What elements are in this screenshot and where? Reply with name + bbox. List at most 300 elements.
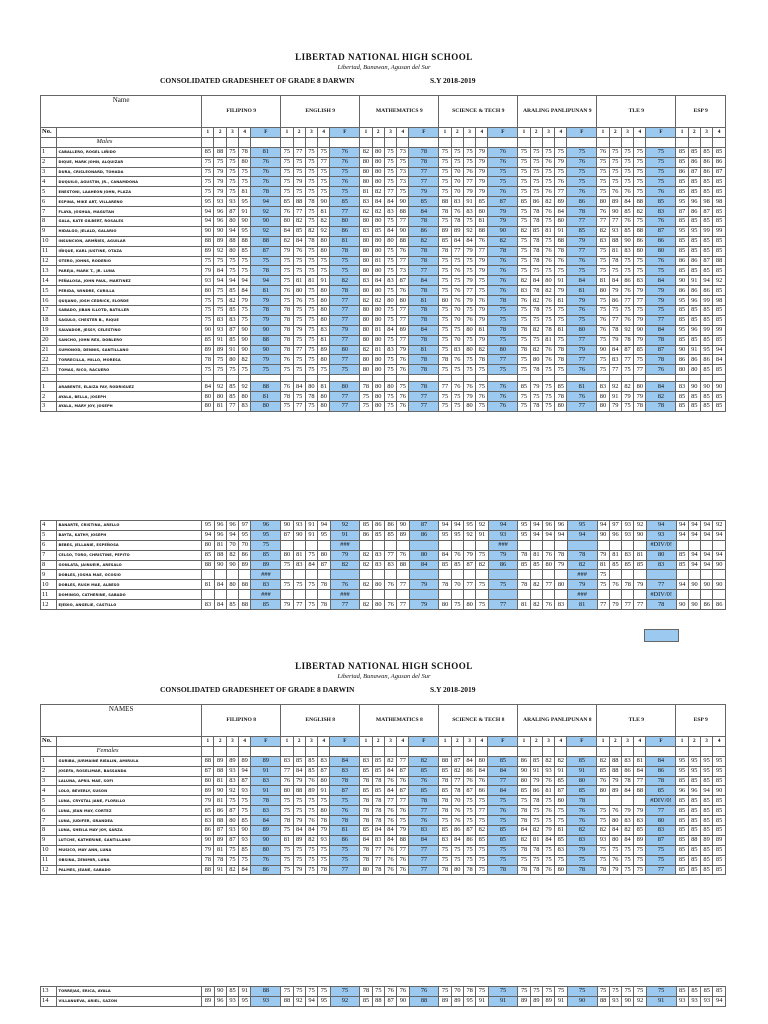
grade-cell: 77 — [597, 600, 609, 610]
grade-cell: 80 — [646, 550, 676, 560]
grade-cell: 75 — [439, 177, 451, 187]
grade-cell: 87 — [700, 256, 712, 266]
grade-cell: 75 — [488, 177, 518, 187]
grade-cell: 85 — [700, 187, 712, 197]
grade-cell: 94 — [688, 550, 700, 560]
grade-cell: 96 — [214, 996, 226, 1006]
grade-cell: 92 — [476, 521, 488, 531]
quarter-header: 1 — [439, 128, 451, 138]
student-name: LUNA, CRYSTAL JANE, FLORILLO — [56, 796, 202, 806]
subject-header: FILIPINO 9 — [202, 96, 281, 128]
grade-cell: 84 — [384, 826, 396, 836]
grade-cell: 75 — [360, 392, 372, 402]
grade-cell: 80 — [597, 402, 609, 412]
grade-cell: 76 — [409, 816, 439, 826]
row-number: 14 — [41, 996, 57, 1006]
grade-cell: 76 — [542, 246, 554, 256]
grade-cell: 79 — [634, 335, 646, 345]
grade-cell: 75 — [239, 306, 251, 316]
grade-cell: 88 — [634, 226, 646, 236]
quarter-header: 4 — [555, 128, 567, 138]
quarter-header: 3 — [621, 128, 633, 138]
grade-cell: 94 — [676, 521, 688, 531]
grade-cell: 76 — [567, 392, 597, 402]
table-row — [41, 560, 726, 570]
grade-cell: 78 — [555, 246, 567, 256]
grade-cell: 86 — [476, 786, 488, 796]
grade-cell: 89 — [555, 197, 567, 207]
grade-cell: 88 — [372, 996, 384, 1006]
grade-cell: 80 — [372, 315, 384, 325]
row-number: 4 — [41, 521, 57, 531]
grade-cell — [567, 540, 597, 550]
grade-cell: 94 — [305, 996, 317, 1006]
grade-cell: 85 — [676, 845, 688, 855]
grade-cell: 90 — [397, 197, 409, 207]
student-name: PAREJA, MARK T., JR. LUNA — [56, 266, 202, 276]
grade-cell: 79 — [463, 246, 475, 256]
grade-cell: 85 — [360, 996, 372, 1006]
grade-cell: 85 — [700, 816, 712, 826]
grade-cell: 81 — [542, 786, 554, 796]
grade-cell: 85 — [360, 826, 372, 836]
grade-cell: 77 — [409, 806, 439, 816]
table-row — [41, 207, 726, 217]
grade-cell: 78 — [555, 345, 567, 355]
grade-cell: 85 — [713, 816, 726, 826]
grade-cell: 75 — [567, 315, 597, 325]
grade-cell: 75 — [634, 157, 646, 167]
grade-cell: 75 — [318, 987, 330, 997]
grade-cell: 77 — [293, 600, 305, 610]
grade-cell: 77 — [397, 335, 409, 345]
grade-cell: 82 — [518, 226, 530, 236]
grade-cell: 75 — [488, 855, 518, 865]
grade-cell — [701, 540, 713, 550]
grade-cell: 80 — [202, 776, 214, 786]
grade-cell: 75 — [646, 157, 676, 167]
grade-cell — [676, 590, 688, 600]
student-name: BANARTE, CRISTINA, ARELLO — [56, 521, 202, 531]
grade-cell — [609, 796, 621, 806]
student-name: SAGULO, CHESTER B., RIQUE — [56, 315, 202, 325]
grade-cell: 92 — [463, 226, 475, 236]
grade-cell: 87 — [384, 996, 396, 1006]
grade-cell: 95 — [676, 756, 688, 766]
grade-cell: 75 — [646, 147, 676, 157]
blank-cell — [318, 746, 330, 756]
grade-cell: 75 — [488, 987, 518, 997]
grade-cell: 81 — [555, 826, 567, 836]
grade-cell: 84 — [372, 276, 384, 286]
grade-cell: 90 — [621, 236, 633, 246]
grade-cell: 75 — [330, 167, 360, 177]
grade-cell: 85 — [676, 392, 688, 402]
quarter-header: 2 — [372, 128, 384, 138]
blank-cell — [567, 375, 597, 382]
grade-cell: 82 — [530, 296, 542, 306]
grade-cell — [318, 540, 330, 550]
grade-cell: 77 — [634, 296, 646, 306]
grade-cell: 75 — [384, 177, 396, 187]
grade-cell: 75 — [305, 187, 317, 197]
grade-cell: 75 — [239, 177, 251, 187]
grade-cell: 94 — [676, 530, 688, 540]
grade-cell: 75 — [439, 266, 451, 276]
grade-cell: 78 — [305, 236, 317, 246]
grade-cell: 75 — [621, 365, 633, 375]
grade-cell: 78 — [530, 306, 542, 316]
grade-cell — [239, 570, 251, 580]
grade-cell: 75 — [555, 335, 567, 345]
grade-cell — [688, 570, 700, 580]
grade-cell: 89 — [202, 246, 214, 256]
grade-cell: 87 — [397, 786, 409, 796]
table-row — [41, 355, 726, 365]
grade-cell: 94 — [701, 530, 713, 540]
grade-cell: 95 — [464, 521, 476, 531]
grade-cell: 85 — [360, 786, 372, 796]
grade-cell: 77 — [384, 187, 396, 197]
grade-cell: 91 — [646, 996, 676, 1006]
quarter-header: 4 — [634, 737, 646, 747]
grade-cell: 75 — [281, 296, 293, 306]
student-name: LALUNA, APRIL MAE, SOFI — [56, 776, 202, 786]
grade-cell: 75 — [202, 315, 214, 325]
blank-cell — [476, 746, 488, 756]
grade-cell: 77 — [609, 365, 621, 375]
grade-cell: 96 — [688, 197, 700, 207]
grade-cell: 81 — [542, 226, 554, 236]
table-row — [41, 835, 726, 845]
grade-cell: 82 — [518, 835, 530, 845]
grade-cell: 77 — [293, 402, 305, 412]
grade-cell: 85 — [226, 286, 238, 296]
grade-cell: 90 — [214, 786, 226, 796]
grade-cell: 89 — [293, 835, 305, 845]
grade-cell: 77 — [463, 286, 475, 296]
grade-cell: 78 — [634, 402, 646, 412]
grade-cell: 76 — [476, 776, 488, 786]
grade-cell: 75 — [518, 246, 530, 256]
quarter-header: 3 — [700, 128, 712, 138]
grade-cell: 75 — [621, 157, 633, 167]
grade-cell: 75 — [451, 855, 463, 865]
grade-cell: 79 — [476, 157, 488, 167]
grade-cell: 82 — [384, 756, 396, 766]
blank-cell — [676, 375, 688, 382]
grade-cell: 75 — [530, 335, 542, 345]
grade-cell: 83 — [372, 550, 384, 560]
grade-cell: 75 — [634, 306, 646, 316]
grade-cell: 76 — [463, 167, 475, 177]
grade-cell: 80 — [360, 315, 372, 325]
grade-cell: 85 — [713, 776, 726, 786]
grade-cell: 77 — [609, 217, 621, 227]
grade-cell: 87 — [700, 207, 712, 217]
grade-cell: 75 — [293, 355, 305, 365]
grade-cell: 88 — [293, 786, 305, 796]
grade-cell: 85 — [384, 530, 396, 540]
grade-cell: 94 — [597, 521, 609, 531]
grade-cell: 96 — [214, 207, 226, 217]
grade-cell: 88 — [555, 236, 567, 246]
grade-cell: 75 — [463, 335, 475, 345]
grade-cell: 86 — [634, 236, 646, 246]
grade-cell: 88 — [239, 600, 251, 610]
grade-cell: 75 — [518, 187, 530, 197]
grade-cell: 84 — [713, 355, 726, 365]
grade-cell: 81 — [567, 286, 597, 296]
grade-cell: 85 — [476, 835, 488, 845]
table-row — [41, 325, 726, 335]
grade-cell: 78 — [372, 806, 384, 816]
grade-cell: 80 — [372, 147, 384, 157]
grade-cell: 86 — [676, 355, 688, 365]
blank-cell — [542, 137, 554, 147]
grade-cell: 75 — [202, 306, 214, 316]
grade-cell: 81 — [251, 392, 281, 402]
grade-cell — [202, 590, 214, 600]
grade-cell: 75 — [451, 402, 463, 412]
grade-cell: 76 — [597, 147, 609, 157]
grade-cell: 87 — [409, 521, 439, 531]
grade-cell — [464, 590, 476, 600]
grade-cell: 83 — [318, 756, 330, 766]
grade-cell: 78 — [646, 402, 676, 412]
grade-cell: 85 — [409, 786, 439, 796]
grade-cell: 84 — [621, 786, 633, 796]
grade-cell: 95 — [451, 530, 463, 540]
grade-cell: ### — [567, 570, 597, 580]
grade-cell: 75 — [567, 147, 597, 157]
grade-cell: 70 — [239, 540, 251, 550]
grade-cell: 85 — [567, 226, 597, 236]
grade-cell: 77 — [646, 315, 676, 325]
grade-cell: 75 — [488, 796, 518, 806]
grade-cell: 90 — [688, 600, 700, 610]
grade-cell: 75 — [281, 855, 293, 865]
grade-cell: 80 — [384, 236, 396, 246]
grade-cell: 84 — [305, 560, 317, 570]
grade-cell: 75 — [281, 266, 293, 276]
grade-cell: 83 — [360, 226, 372, 236]
grade-cell: 85 — [700, 177, 712, 187]
grade-cell: 76 — [621, 187, 633, 197]
grade-cell: 75 — [305, 147, 317, 157]
row-number: 3 — [41, 167, 57, 177]
grade-cell — [634, 796, 646, 806]
grade-cell — [676, 540, 688, 550]
grade-cell: 77 — [384, 796, 396, 806]
grade-cell: 80 — [226, 355, 238, 365]
grade-cell: 92 — [609, 382, 621, 392]
grade-cell: 82 — [293, 217, 305, 227]
grade-cell: 89 — [226, 756, 238, 766]
grade-cell: 77 — [397, 580, 409, 590]
grade-cell: 85 — [688, 187, 700, 197]
grade-cell: 91 — [555, 766, 567, 776]
grade-cell: 85 — [676, 157, 688, 167]
grade-cell: 77 — [567, 246, 597, 256]
grade-cell: 75 — [239, 266, 251, 276]
grade-cell: ### — [330, 540, 360, 550]
grade-cell: 95 — [676, 325, 688, 335]
grade-cell: 75 — [305, 855, 317, 865]
quarter-header: 1 — [360, 737, 372, 747]
grade-cell: 84 — [476, 766, 488, 776]
grade-cell: 84 — [609, 826, 621, 836]
grade-cell: 85 — [409, 766, 439, 776]
grade-cell: 86 — [621, 766, 633, 776]
grade-cell: 86 — [488, 560, 518, 570]
grade-cell: 99 — [713, 226, 726, 236]
grade-cell: 80 — [397, 296, 409, 306]
grade-cell: 85 — [293, 226, 305, 236]
grade-cell: 97 — [239, 521, 251, 531]
grade-cell — [488, 570, 518, 580]
grade-cell: 83 — [451, 345, 463, 355]
quarter-header: 2 — [688, 128, 700, 138]
grade-cell: 75 — [318, 845, 330, 855]
grade-cell: 75 — [555, 315, 567, 325]
grade-cell: 85 — [676, 315, 688, 325]
grade-cell: 78 — [439, 796, 451, 806]
grade-cell: 79 — [202, 796, 214, 806]
blank-cell — [609, 137, 621, 147]
grade-cell: 90 — [713, 382, 726, 392]
student-name: TOMAS, RICO, RACUERO — [56, 365, 202, 375]
table-row — [41, 796, 726, 806]
grade-cell: 93 — [251, 996, 281, 1006]
row-number: 1 — [41, 147, 57, 157]
grade-cell: 77 — [567, 355, 597, 365]
table-row — [41, 226, 726, 236]
grade-cell: 95 — [518, 530, 530, 540]
student-name: CELSO, TORO, CHRISTINE, PEPITO — [56, 550, 202, 560]
grade-cell: 91 — [305, 530, 317, 540]
grade-cell: 80 — [597, 197, 609, 207]
grade-cell: 75 — [451, 365, 463, 375]
grade-cell: 82 — [330, 560, 360, 570]
grade-cell: 75 — [621, 845, 633, 855]
grade-cell: 96 — [251, 521, 281, 531]
grade-cell: 85 — [713, 236, 726, 246]
grade-cell: 75 — [384, 147, 396, 157]
grade-cell: 78 — [409, 796, 439, 806]
quarter-header: 2 — [609, 737, 621, 747]
grade-cell: 76 — [555, 177, 567, 187]
grade-cell: 78 — [330, 816, 360, 826]
sheet-title-2: CONSOLIDATED GRADESHEET OF GRADE 8 DARWIN — [160, 685, 355, 694]
grade-cell: 75 — [439, 157, 451, 167]
grade-cell: 80 — [360, 355, 372, 365]
grade-cell: 81 — [214, 776, 226, 786]
grade-cell: 75 — [621, 855, 633, 865]
grade-cell: 86 — [251, 865, 281, 875]
grade-cell: 81 — [318, 207, 330, 217]
grade-cell: ### — [251, 570, 281, 580]
grade-cell: 75 — [567, 987, 597, 997]
grade-cell: 81 — [318, 335, 330, 345]
grade-cell: 75 — [634, 266, 646, 276]
grade-cell: 91 — [488, 996, 518, 1006]
row-number: 7 — [41, 550, 57, 560]
row-number: 14 — [41, 276, 57, 286]
grade-cell: 75 — [305, 217, 317, 227]
table-row — [41, 286, 726, 296]
grade-cell: 78 — [251, 796, 281, 806]
grade-cell: 82 — [360, 550, 372, 560]
grade-cell: 77 — [621, 355, 633, 365]
grade-cell: 78 — [360, 987, 372, 997]
table-row — [41, 806, 726, 816]
table-row — [41, 177, 726, 187]
grade-cell — [360, 570, 372, 580]
table-row — [41, 197, 726, 207]
grade-cell: 75 — [305, 600, 317, 610]
grade-cell: 85 — [202, 147, 214, 157]
grade-cell: 82 — [530, 600, 542, 610]
grade-cell: 76 — [451, 296, 463, 306]
grade-cell: 75 — [372, 987, 384, 997]
grade-cell: 90 — [700, 382, 712, 392]
grade-cell: 77 — [597, 217, 609, 227]
grade-cell: 85 — [688, 315, 700, 325]
grade-cell: 85 — [688, 236, 700, 246]
grade-cell: 86 — [676, 256, 688, 266]
grade-cell: 79 — [488, 207, 518, 217]
grade-cell — [688, 590, 700, 600]
grade-cell: 83 — [567, 835, 597, 845]
grade-cell: 85 — [700, 266, 712, 276]
grade-cell: 77 — [330, 392, 360, 402]
grade-cell: 80 — [239, 392, 251, 402]
grade-cell — [476, 570, 488, 580]
student-name: PEÑALOSA, JOHN PAUL, MARTINEZ — [56, 276, 202, 286]
grade-cell: 75 — [597, 246, 609, 256]
quarter-header: 3 — [226, 128, 238, 138]
grade-cell: 85 — [713, 177, 726, 187]
student-name: BEBES, JELLANIE, ESPEÑOSA — [56, 540, 202, 550]
grade-cell — [676, 570, 688, 580]
quarter-header: F — [330, 737, 360, 747]
quarter-header: 4 — [318, 128, 330, 138]
grade-cell: 77 — [409, 167, 439, 177]
grade-cell: 75 — [634, 187, 646, 197]
grade-cell: 84 — [555, 207, 567, 217]
grade-cell: 75 — [293, 335, 305, 345]
grade-cell: 75 — [634, 987, 646, 997]
grade-cell: 81 — [202, 580, 214, 590]
grade-cell: 77 — [397, 600, 409, 610]
blank-cell — [713, 375, 726, 382]
grade-cell: 79 — [330, 325, 360, 335]
grade-cell: 94 — [530, 530, 542, 540]
grade-cell: 70 — [451, 177, 463, 187]
quarter-header: 4 — [634, 128, 646, 138]
quarter-header: 4 — [476, 128, 488, 138]
blank-cell — [597, 137, 609, 147]
grade-cell: 76 — [451, 816, 463, 826]
student-name: INSUNCION, ARMÑIES, AGUILAR — [56, 236, 202, 246]
grade-cell: 75 — [384, 266, 396, 276]
grade-cell: 76 — [476, 236, 488, 246]
grade-cell: 89 — [397, 530, 409, 540]
grade-cell: 77 — [330, 600, 360, 610]
grade-cell: 75 — [488, 167, 518, 177]
grade-cell: 84 — [646, 325, 676, 335]
